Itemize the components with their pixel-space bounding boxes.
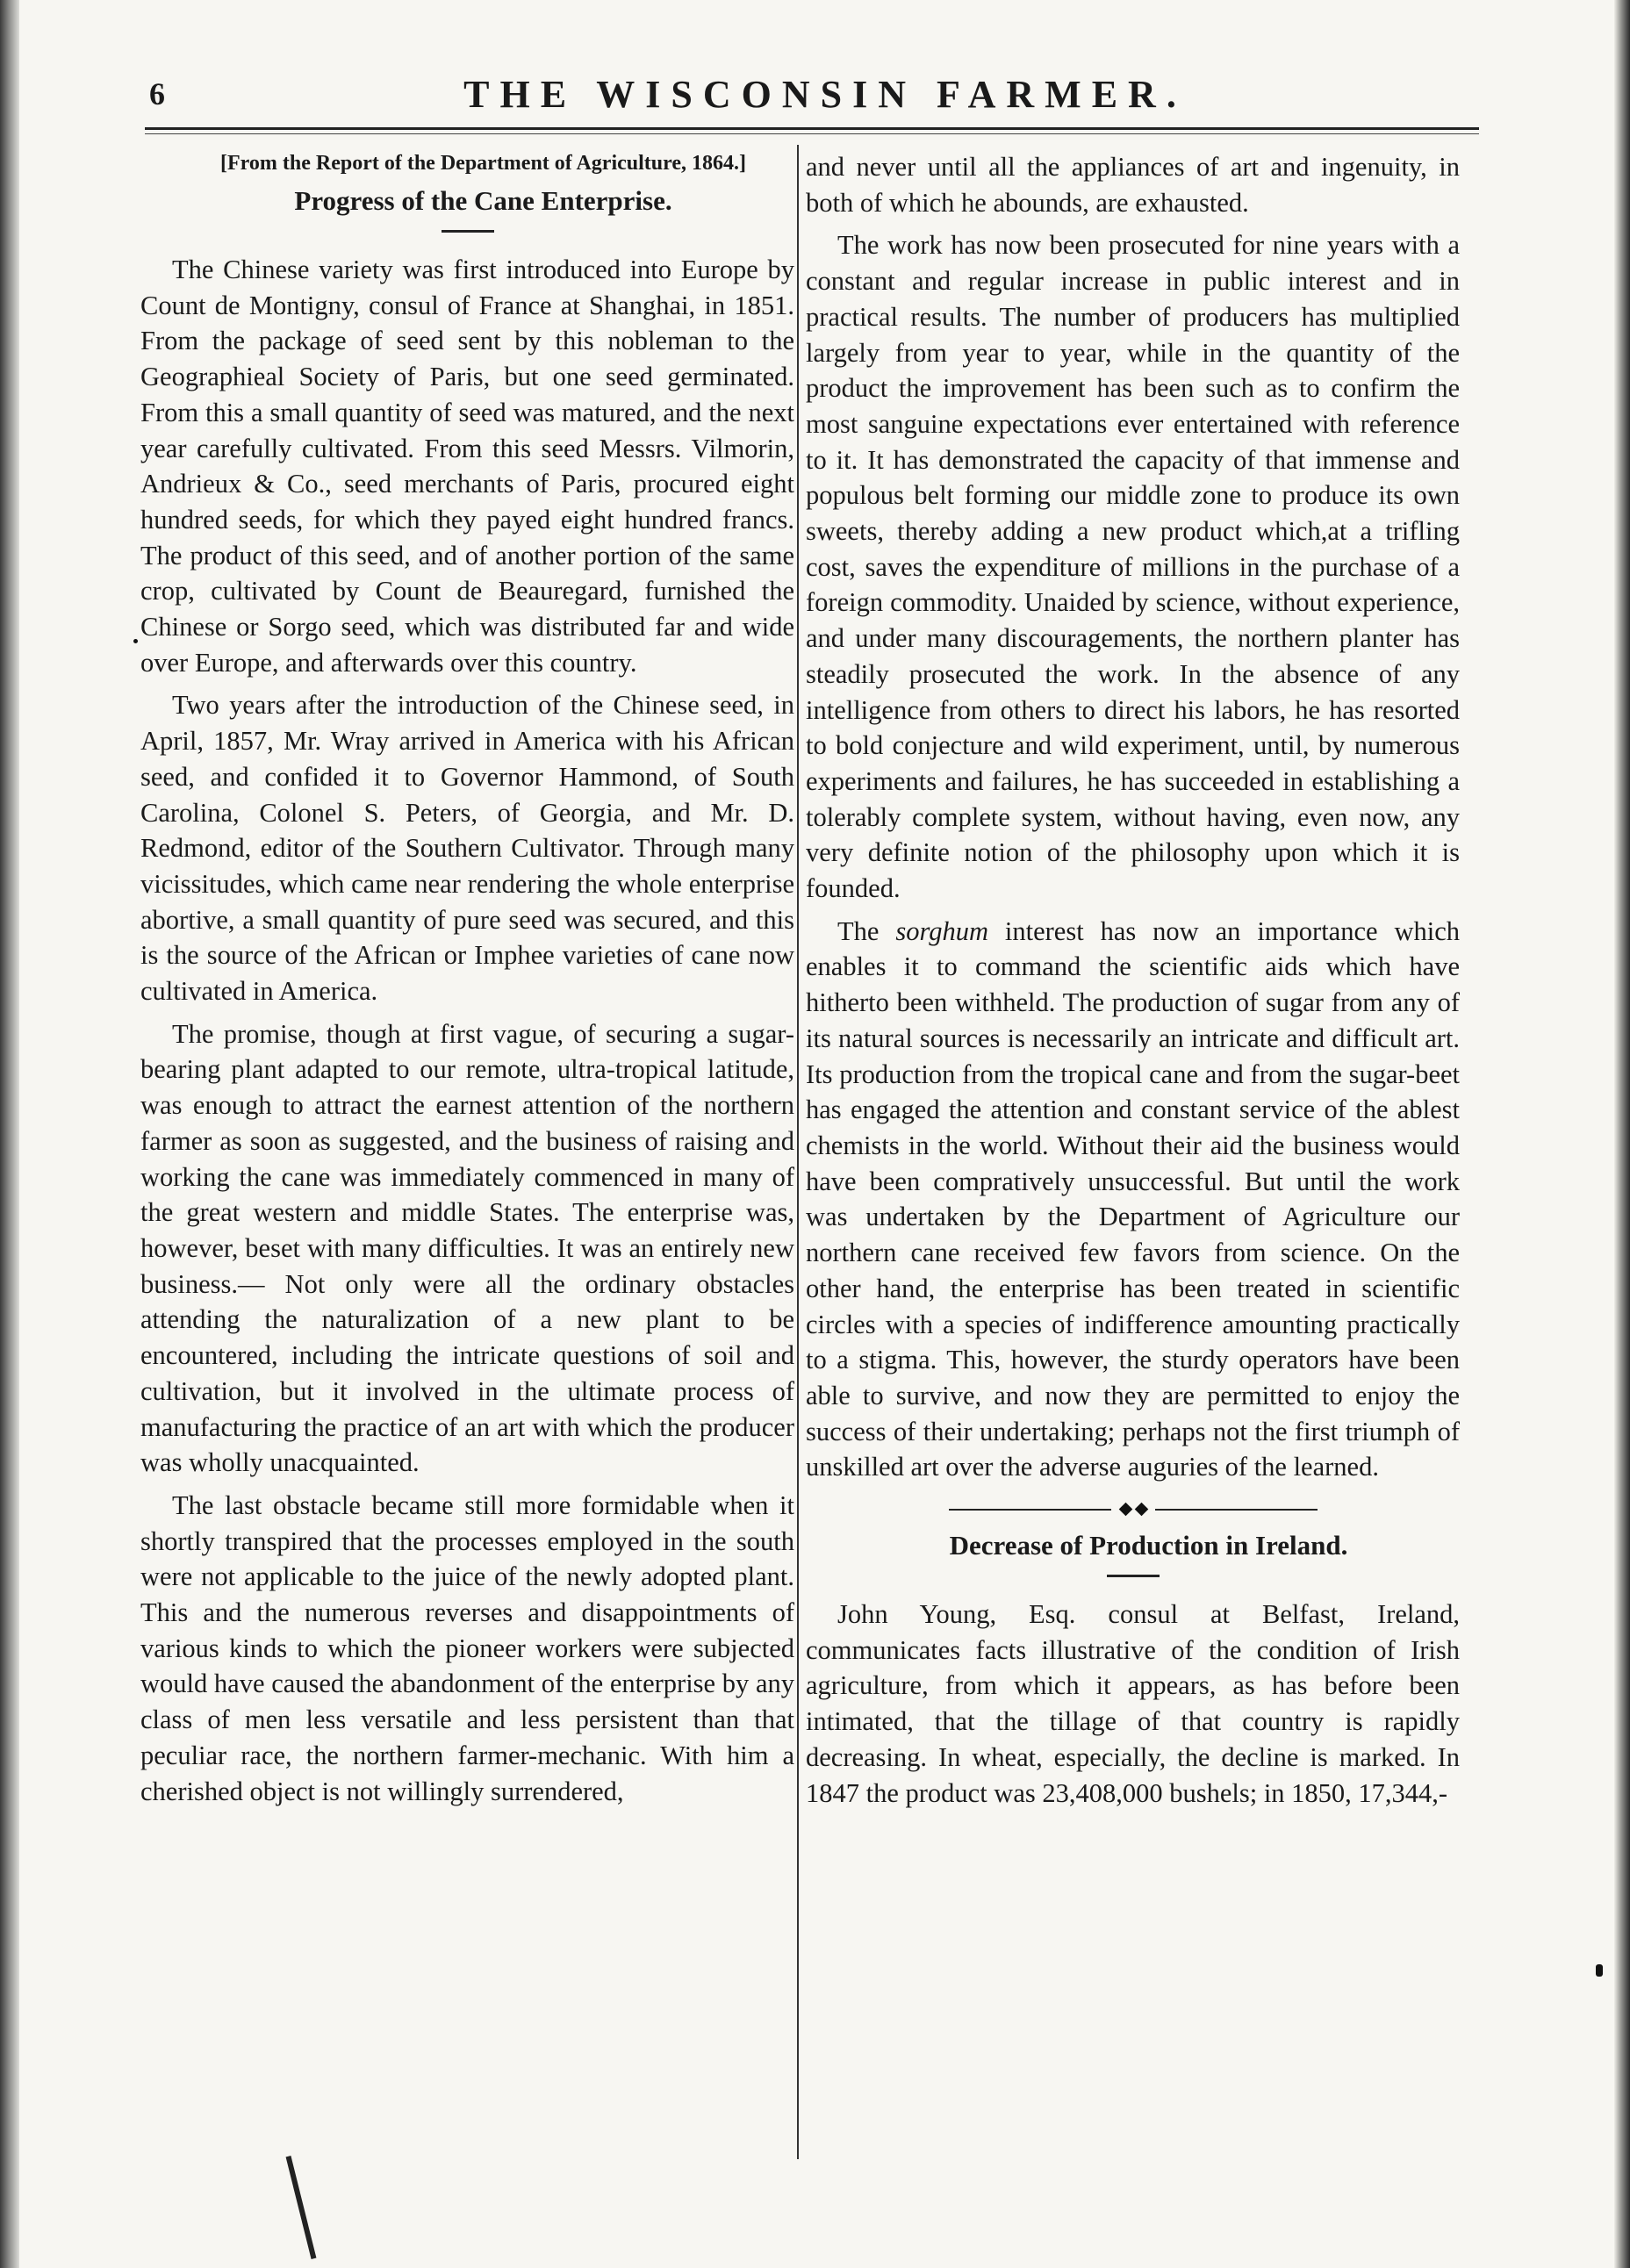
article-paragraph: The work has now been prosecuted for nine years with a constant and regular increase in public interest and in practical results. The number of producers has multiplied largely from year to year, while in the quantity of the product the improvement has been such as to confirm the most sanguine expectations ever entertained with reference to it. It has demonstrated the capacity of that immense and populous belt forming our middle zone to produce its own sweets, thereby adding a new product which,at a trifling cost, saves the expenditure of millions in the purchase of a foreign commodity. Unaided by science, without experience, and under many discouragements, the northern planter has steadily prosecuted the work. In the absence of any intelligence from others to direct his labors, he has resorted to bold conjecture and wild experiment, until, by numerous experiments and failures, he has succeeded in establishing a tolerably complete system, without having, even now, any very definite notion of the philosophy upon which it is founded.	[806, 230, 1460, 904]
article2-paragraph: John Young, Esq. consul at Belfast, Ireland, communicates facts illustrative of the condition of Irish agriculture, from which it appears, as has before been intimated, that the tillage of that country is rapidly decreasing. In wheat, especially, the decline is marked. In 1847 the product was 23,408,000 bushels; in 1850, 17,344,-	[806, 1599, 1460, 1808]
title-rule	[442, 230, 494, 233]
article2-title: Decrease of Production in Ireland.	[949, 1530, 1348, 1561]
article-source: [From the Report of the Department of Agriculture, 1864.]	[220, 152, 746, 175]
running-title: THE WISCONSIN FARMER.	[463, 73, 1187, 116]
paragraph-body: interest has now an importance which enables it to command the scientific aids which have hitherto been withheld. The production of sugar from any of its natural sources is necessarily an intricate and difficult art. Its production from the tropical cane and from the sugar-beet has engaged the attention and constant service of the ablest chemists in the world. Without their aid the business would have been compratively unsuccessful. But until the work was undertaken by the Department of Agriculture our northern cane received few favors from science. On the other hand, the enterprise has been treated in scientific circles with a species of indifference amounting practically to a stigma. This, however, the sturdy operators have been able to survive, and now they are permitted to enjoy the success of their undertaking; perhaps not the first triumph of unskilled art over the adverse auguries of the learned.	[806, 915, 1460, 1482]
stray-pen-mark	[286, 2156, 317, 2259]
page-header	[149, 68, 1466, 121]
margin-mark	[133, 639, 138, 643]
header-rule	[145, 127, 1479, 130]
title-rule	[1107, 1575, 1160, 1577]
page-binding-edge	[0, 0, 19, 2268]
stray-ink-dot	[1596, 1964, 1603, 1977]
article-paragraph	[806, 914, 1460, 1485]
article-paragraph: Two years after the introduction of the Chinese seed, in April, 1857, Mr. Wray arrived in America with his African seed, and confided it to Governor Hammond, of South Carolina, Colonel S. Peters, of Georgia, and Mr. D. Redmond, editor of the Southern Cultivator. Through many vicissitudes, which came near rendering the whole enterprise abortive, a small quantity of pure seed was secured, and this is the source of the African or Imphee varieties of cane now cultivated in America.	[140, 690, 794, 1007]
page-number: 6	[149, 76, 165, 111]
article-paragraph: and never until all the appliances of art and ingenuity, in both of which he abounds, are exhausted.	[806, 152, 1460, 218]
left-column	[140, 149, 794, 1816]
right-column	[806, 149, 1460, 1818]
article-paragraph: The last obstacle became still more formidable when it shortly transpired that the processes employed in the south were not applicable to the juice of the newly adopted plant. This and the numerous reverses and disappointments of various kinds to which the pioneer workers were subjected would have caused the abandonment of the enterprise by any class of men less versatile and less persistent than that peculiar race, the northern farmer-mechanic. With him a cherished object is not willingly surrendered,	[140, 1489, 794, 1806]
section-divider-ornament	[949, 1501, 1318, 1518]
paragraph-lead: The	[837, 915, 880, 946]
header-rule-thin	[145, 133, 1479, 134]
page-right-edge	[1614, 0, 1630, 2268]
column-divider	[797, 145, 799, 2159]
article-paragraph: The Chinese variety was first introduced into Europe by Count de Montigny, consul of France at Shanghai, in 1851. From the package of seed sent by this nobleman to the Geographieal Society of Paris, but one seed germinated. From this a small quantity of seed was matured, and the next year carefully cultivated. From this seed Messrs. Vilmorin, Andrieux & Co., seed merchants of Paris, procured eight hundred seeds, for which they payed eight hundred francs. The product of this seed, and of another portion of the same crop, cultivated by Count de Beauregard, furnished the Chinese or Sorgo seed, which was distributed far and wide over Europe, and afterwards over this country.	[140, 255, 794, 678]
article-title: Progress of the Cane Enterprise.	[294, 185, 672, 216]
article-paragraph: The promise, though at first vague, of securing a sugar-bearing plant adapted to our remote, ultra-tropical latitude, was enough to attract the earnest attention of the northern farmer as soon as suggested, and the business of raising and working the cane was immediately commenced in many of the great western and middle States. The enterprise was, however, beset with many difficulties. It was an entirely new business.— Not only were all the ordinary obstacles attending the naturalization of a new plant to be encountered, including the intricate questions of soil and cultivation, but it involved in the ultimate process of manufacturing the practice of an art with which the producer was wholly unacquainted.	[140, 1018, 794, 1478]
italic-term: sorghum	[895, 915, 988, 946]
